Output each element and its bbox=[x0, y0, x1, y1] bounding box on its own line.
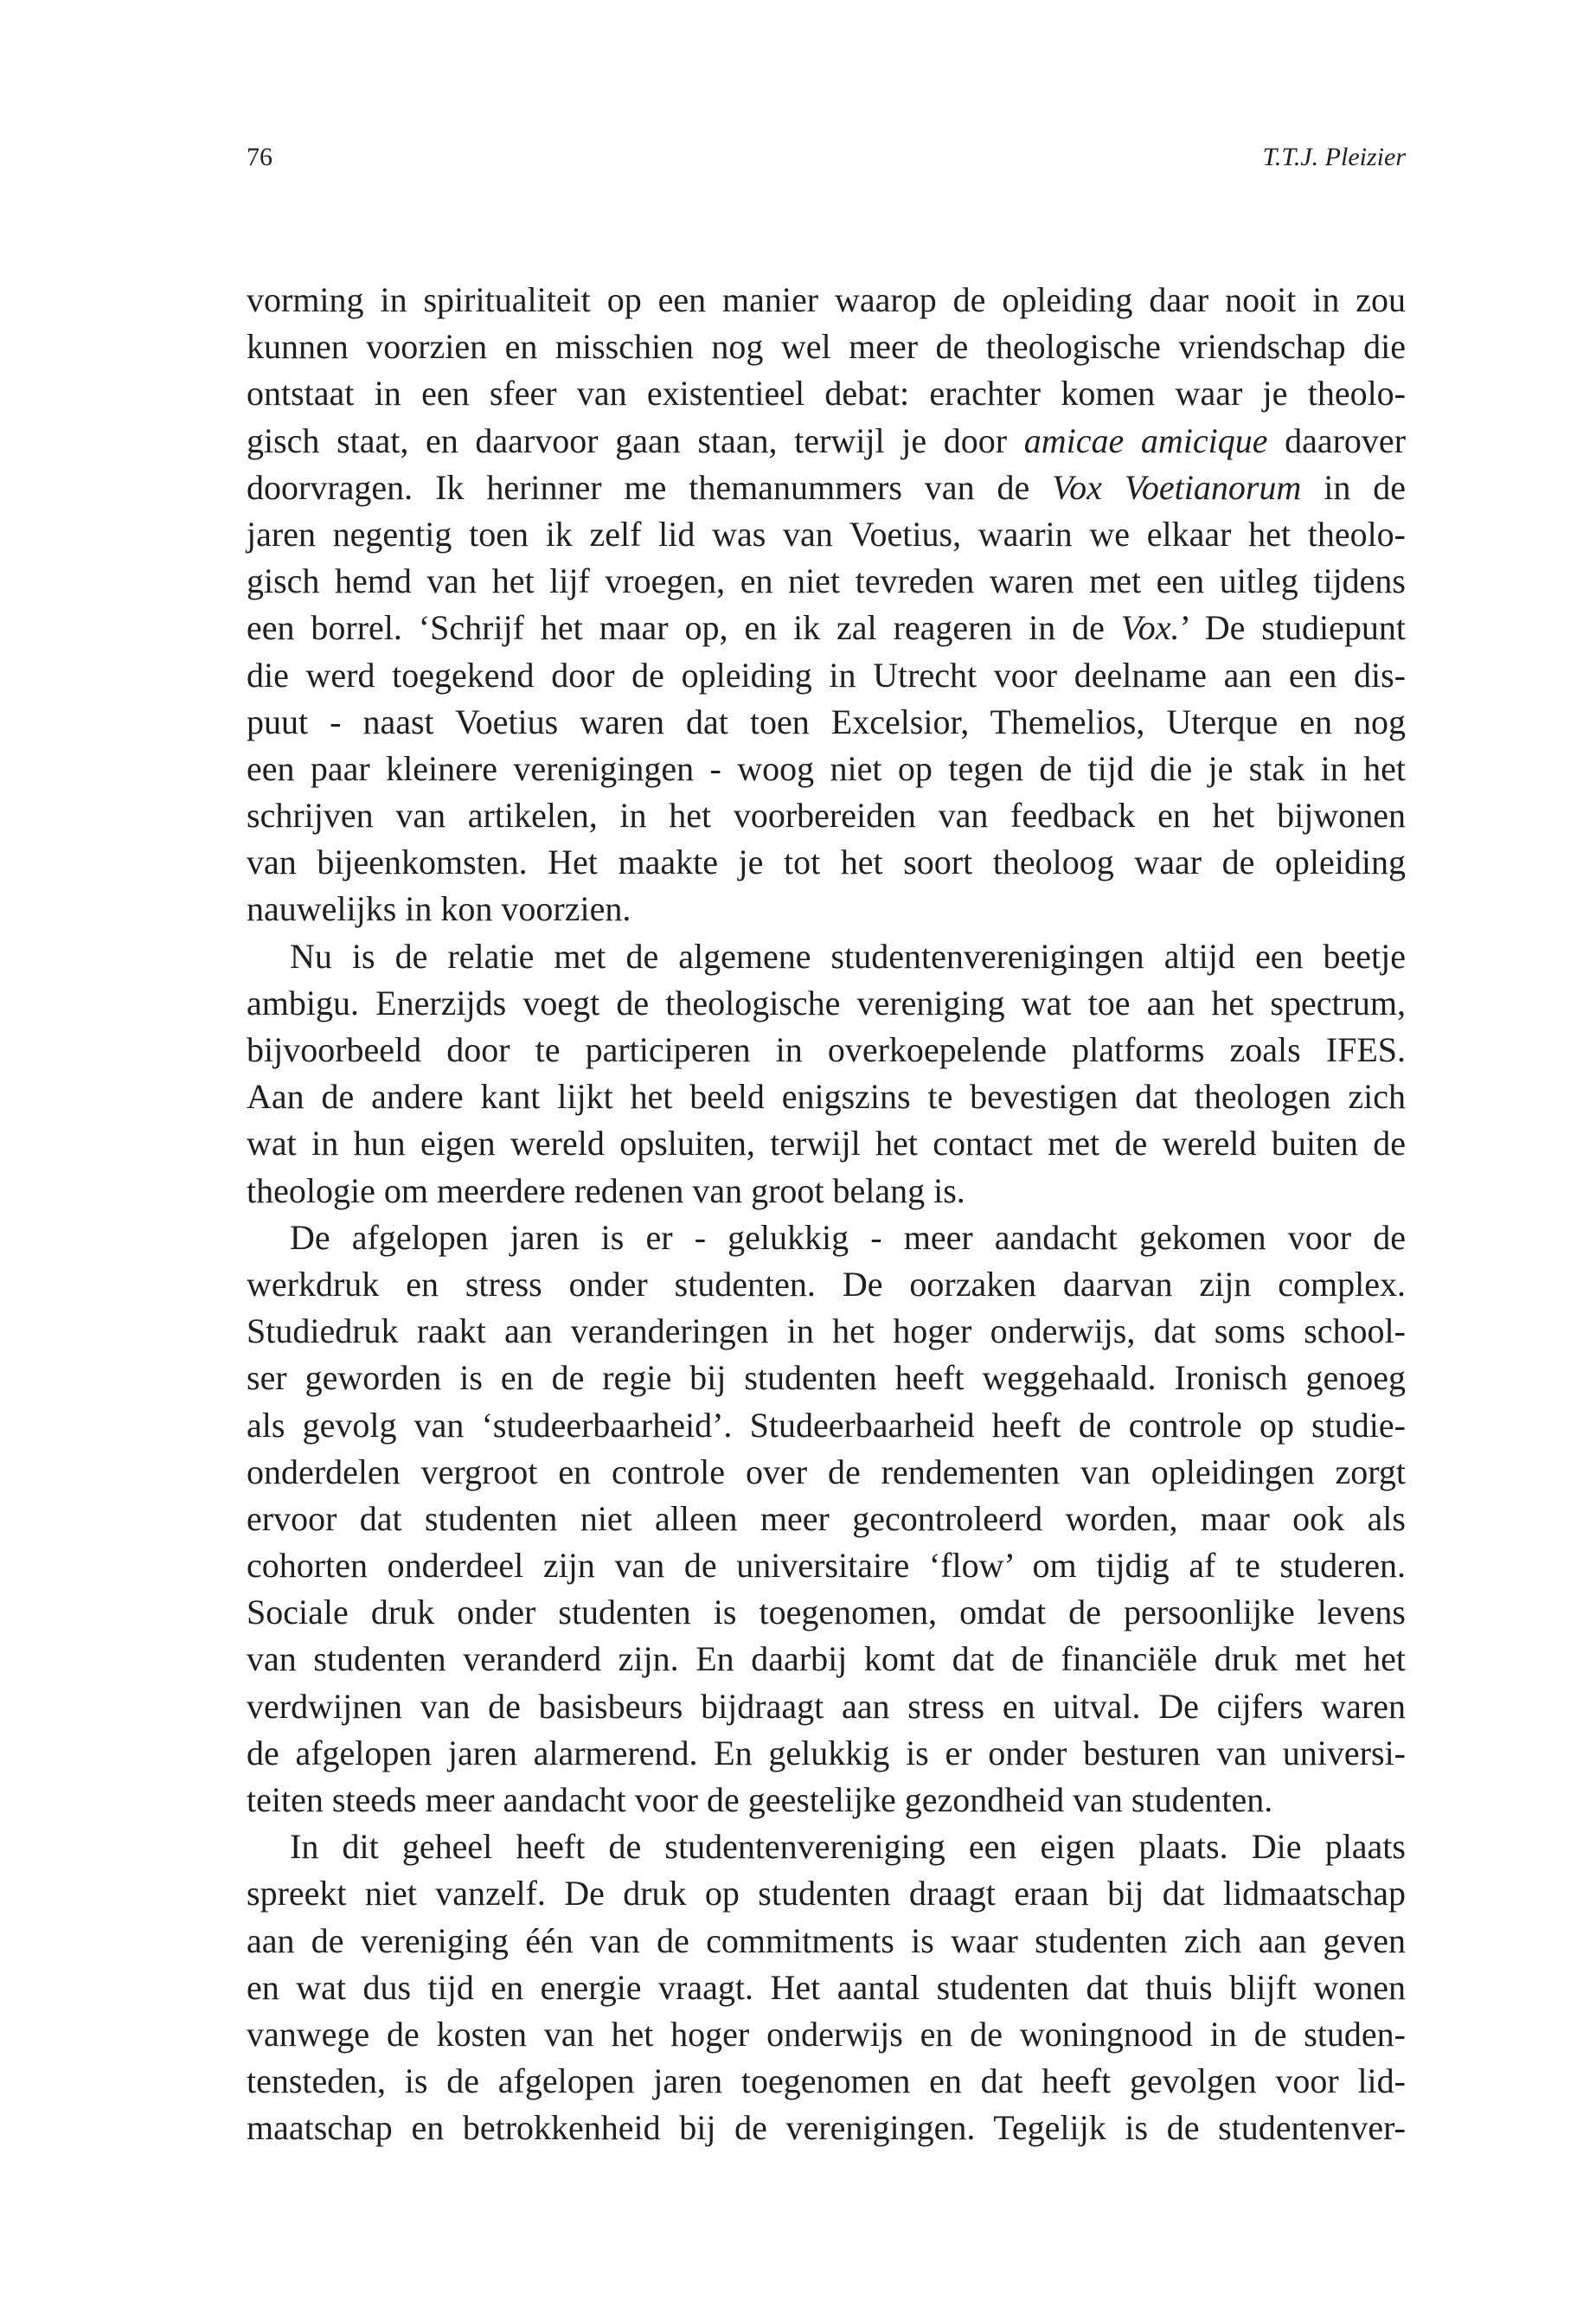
text-segment: gisch hemd van het lijf vroegen, en niet tevreden waren met een uitleg tijdens bbox=[247, 561, 1406, 601]
text-line bbox=[247, 1120, 1406, 1167]
text-segment: vorming in spiritualiteit op een manier waarop de opleiding daar nooit in zou bbox=[247, 280, 1406, 319]
text-line bbox=[247, 324, 1406, 370]
text-segment: cohorten onderdeel zijn van de universitaire ‘flow’ om tijdig af te studeren. bbox=[247, 1546, 1406, 1586]
text-segment: theologie om meerdere redenen van groot belang is. bbox=[247, 1170, 965, 1210]
page-number: 76 bbox=[247, 143, 272, 171]
text-segment: van studenten veranderd zijn. En daarbij komt dat de financiële druk met het bbox=[247, 1639, 1406, 1679]
text-segment: ervoor dat studenten niet alleen meer gecontroleerd worden, maar ook als bbox=[247, 1498, 1406, 1538]
text-line bbox=[247, 1449, 1406, 1496]
italic-text: amicae amicique bbox=[1023, 420, 1268, 460]
text-segment: teiten steeds meer aandacht voor de geestelijke gezondheid van studenten. bbox=[247, 1780, 1273, 1819]
text-line bbox=[247, 1636, 1406, 1682]
text-line bbox=[247, 1215, 1406, 1261]
text-segment: vanwege de kosten van het hoger onderwijs en de woningnood in de studen- bbox=[247, 2014, 1406, 2054]
text-segment: als gevolg van ‘studeerbaarheid’. Studeerbaarheid heeft de controle op studie- bbox=[247, 1405, 1406, 1445]
italic-text: Vox Voetianorum bbox=[1052, 467, 1302, 507]
text-line bbox=[247, 1027, 1406, 1074]
text-line bbox=[247, 370, 1406, 417]
text-line bbox=[247, 933, 1406, 980]
text-segment: onderdelen vergroot en controle over de rendementen van opleidingen zorgt bbox=[247, 1452, 1406, 1491]
text-segment: ontstaat in een sfeer van existentieel debat: erachter komen waar je theolo- bbox=[247, 374, 1406, 413]
text-segment: ambigu. Enerzijds voegt de theologische vereniging wat toe aan het spectrum, bbox=[247, 983, 1406, 1022]
text-segment: nauwelijks in kon voorzien. bbox=[247, 889, 631, 929]
text-line bbox=[247, 418, 1406, 465]
body-text bbox=[247, 277, 1406, 2152]
text-segment: de afgelopen jaren alarmerend. En gelukkig is er onder besturen van universi- bbox=[247, 1733, 1406, 1772]
text-line bbox=[247, 277, 1406, 324]
text-line bbox=[247, 792, 1406, 839]
text-line bbox=[247, 2058, 1406, 2105]
text-segment: werkdruk en stress onder studenten. De oorzaken daarvan zijn complex. bbox=[247, 1264, 1406, 1304]
text-line bbox=[247, 886, 1406, 933]
text-line bbox=[247, 511, 1406, 558]
text-segment: en wat dus tijd en energie vraagt. Het aantal studenten dat thuis blijft wonen bbox=[247, 1967, 1406, 2007]
text-segment: een borrel. ‘Schrijf het maar op, en ik zal reageren in de bbox=[247, 608, 1121, 648]
text-segment: van bijeenkomsten. Het maakte je tot het soort theoloog waar de opleiding bbox=[247, 843, 1406, 882]
text-segment: een paar kleinere verenigingen - woog niet op tegen de tijd die je stak in het bbox=[247, 748, 1406, 788]
text-line bbox=[247, 1683, 1406, 1730]
text-segment: In dit geheel heeft de studentenvereniging een eigen plaats. Die plaats bbox=[290, 1827, 1406, 1867]
text-segment: jaren negentig toen ik zelf lid was van Voetius, waarin we elkaar het theolo- bbox=[247, 514, 1406, 554]
text-line bbox=[247, 1918, 1406, 1965]
text-segment: puut - naast Voetius waren dat toen Excelsior, Themelios, Uterque en nog bbox=[247, 702, 1406, 741]
text-segment: in de bbox=[1301, 467, 1406, 507]
text-segment: Studiedruk raakt aan veranderingen in het hoger onderwijs, dat soms school- bbox=[247, 1311, 1406, 1351]
text-line bbox=[247, 839, 1406, 886]
text-line bbox=[247, 1870, 1406, 1917]
italic-text: Vox. bbox=[1120, 608, 1180, 648]
text-line bbox=[247, 605, 1406, 651]
text-segment: kunnen voorzien en misschien nog wel meer de theologische vriendschap die bbox=[247, 327, 1406, 367]
text-line bbox=[247, 1777, 1406, 1823]
text-segment: spreekt niet vanzelf. De druk op studenten draagt eraan bij dat lidmaatschap bbox=[247, 1874, 1406, 1913]
page-header bbox=[247, 138, 1406, 176]
text-line bbox=[247, 2105, 1406, 2151]
text-line bbox=[247, 1730, 1406, 1777]
text-segment: schrijven van artikelen, in het voorbereiden van feedback en het bijwonen bbox=[247, 796, 1406, 836]
text-line bbox=[247, 1261, 1406, 1308]
text-line bbox=[247, 1589, 1406, 1636]
text-segment: verdwijnen van de basisbeurs bijdraagt aan stress en uitval. De cijfers waren bbox=[247, 1686, 1406, 1726]
text-line bbox=[247, 1823, 1406, 1870]
text-line bbox=[247, 1168, 1406, 1215]
text-segment: Aan de andere kant lijkt het beeld enigszins te bevestigen dat theologen zich bbox=[247, 1077, 1406, 1117]
text-segment: aan de vereniging één van de commitments is waar studenten zich aan geven bbox=[247, 1920, 1406, 1960]
text-segment: bijvoorbeeld door te participeren in overkoepelende platforms zoals IFES. bbox=[247, 1030, 1406, 1069]
text-segment: Nu is de relatie met de algemene studentenverenigingen altijd een beetje bbox=[290, 936, 1406, 976]
text-segment: Sociale druk onder studenten is toegenomen, omdat de persoonlijke levens bbox=[247, 1593, 1406, 1632]
text-segment: gisch staat, en daarvoor gaan staan, terwijl je door bbox=[247, 420, 1024, 460]
text-line bbox=[247, 1074, 1406, 1120]
text-line bbox=[247, 652, 1406, 699]
text-line bbox=[247, 465, 1406, 511]
text-line bbox=[247, 1402, 1406, 1449]
text-segment: wat in hun eigen wereld opsluiten, terwijl het contact met de wereld buiten de bbox=[247, 1124, 1406, 1163]
text-segment: ’ De studiepunt bbox=[1179, 608, 1406, 648]
text-segment: doorvragen. Ik herinner me themanummers van de bbox=[247, 467, 1053, 507]
text-segment: tensteden, is de afgelopen jaren toegenomen en dat heeft gevolgen voor lid- bbox=[247, 2061, 1406, 2101]
text-segment: maatschap en betrokkenheid bij de verenigingen. Tegelijk is de studentenver- bbox=[247, 2108, 1406, 2148]
text-line bbox=[247, 1308, 1406, 1355]
text-line bbox=[247, 1355, 1406, 1401]
text-line bbox=[247, 1965, 1406, 2011]
text-segment: ser geworden is en de regie bij studenten heeft weggehaald. Ironisch genoeg bbox=[247, 1358, 1406, 1398]
text-line bbox=[247, 2011, 1406, 2058]
text-line bbox=[247, 980, 1406, 1027]
text-line bbox=[247, 1542, 1406, 1589]
text-segment: die werd toegekend door de opleiding in Utrecht voor deelname aan een dis- bbox=[247, 655, 1406, 695]
running-head: T.T.J. Pleizier bbox=[1262, 143, 1406, 171]
text-segment: De afgelopen jaren is er - gelukkig - meer aandacht gekomen voor de bbox=[290, 1217, 1406, 1257]
text-line bbox=[247, 699, 1406, 746]
text-segment: daarover bbox=[1267, 420, 1407, 460]
text-line bbox=[247, 558, 1406, 605]
text-line bbox=[247, 1496, 1406, 1542]
text-line bbox=[247, 746, 1406, 792]
